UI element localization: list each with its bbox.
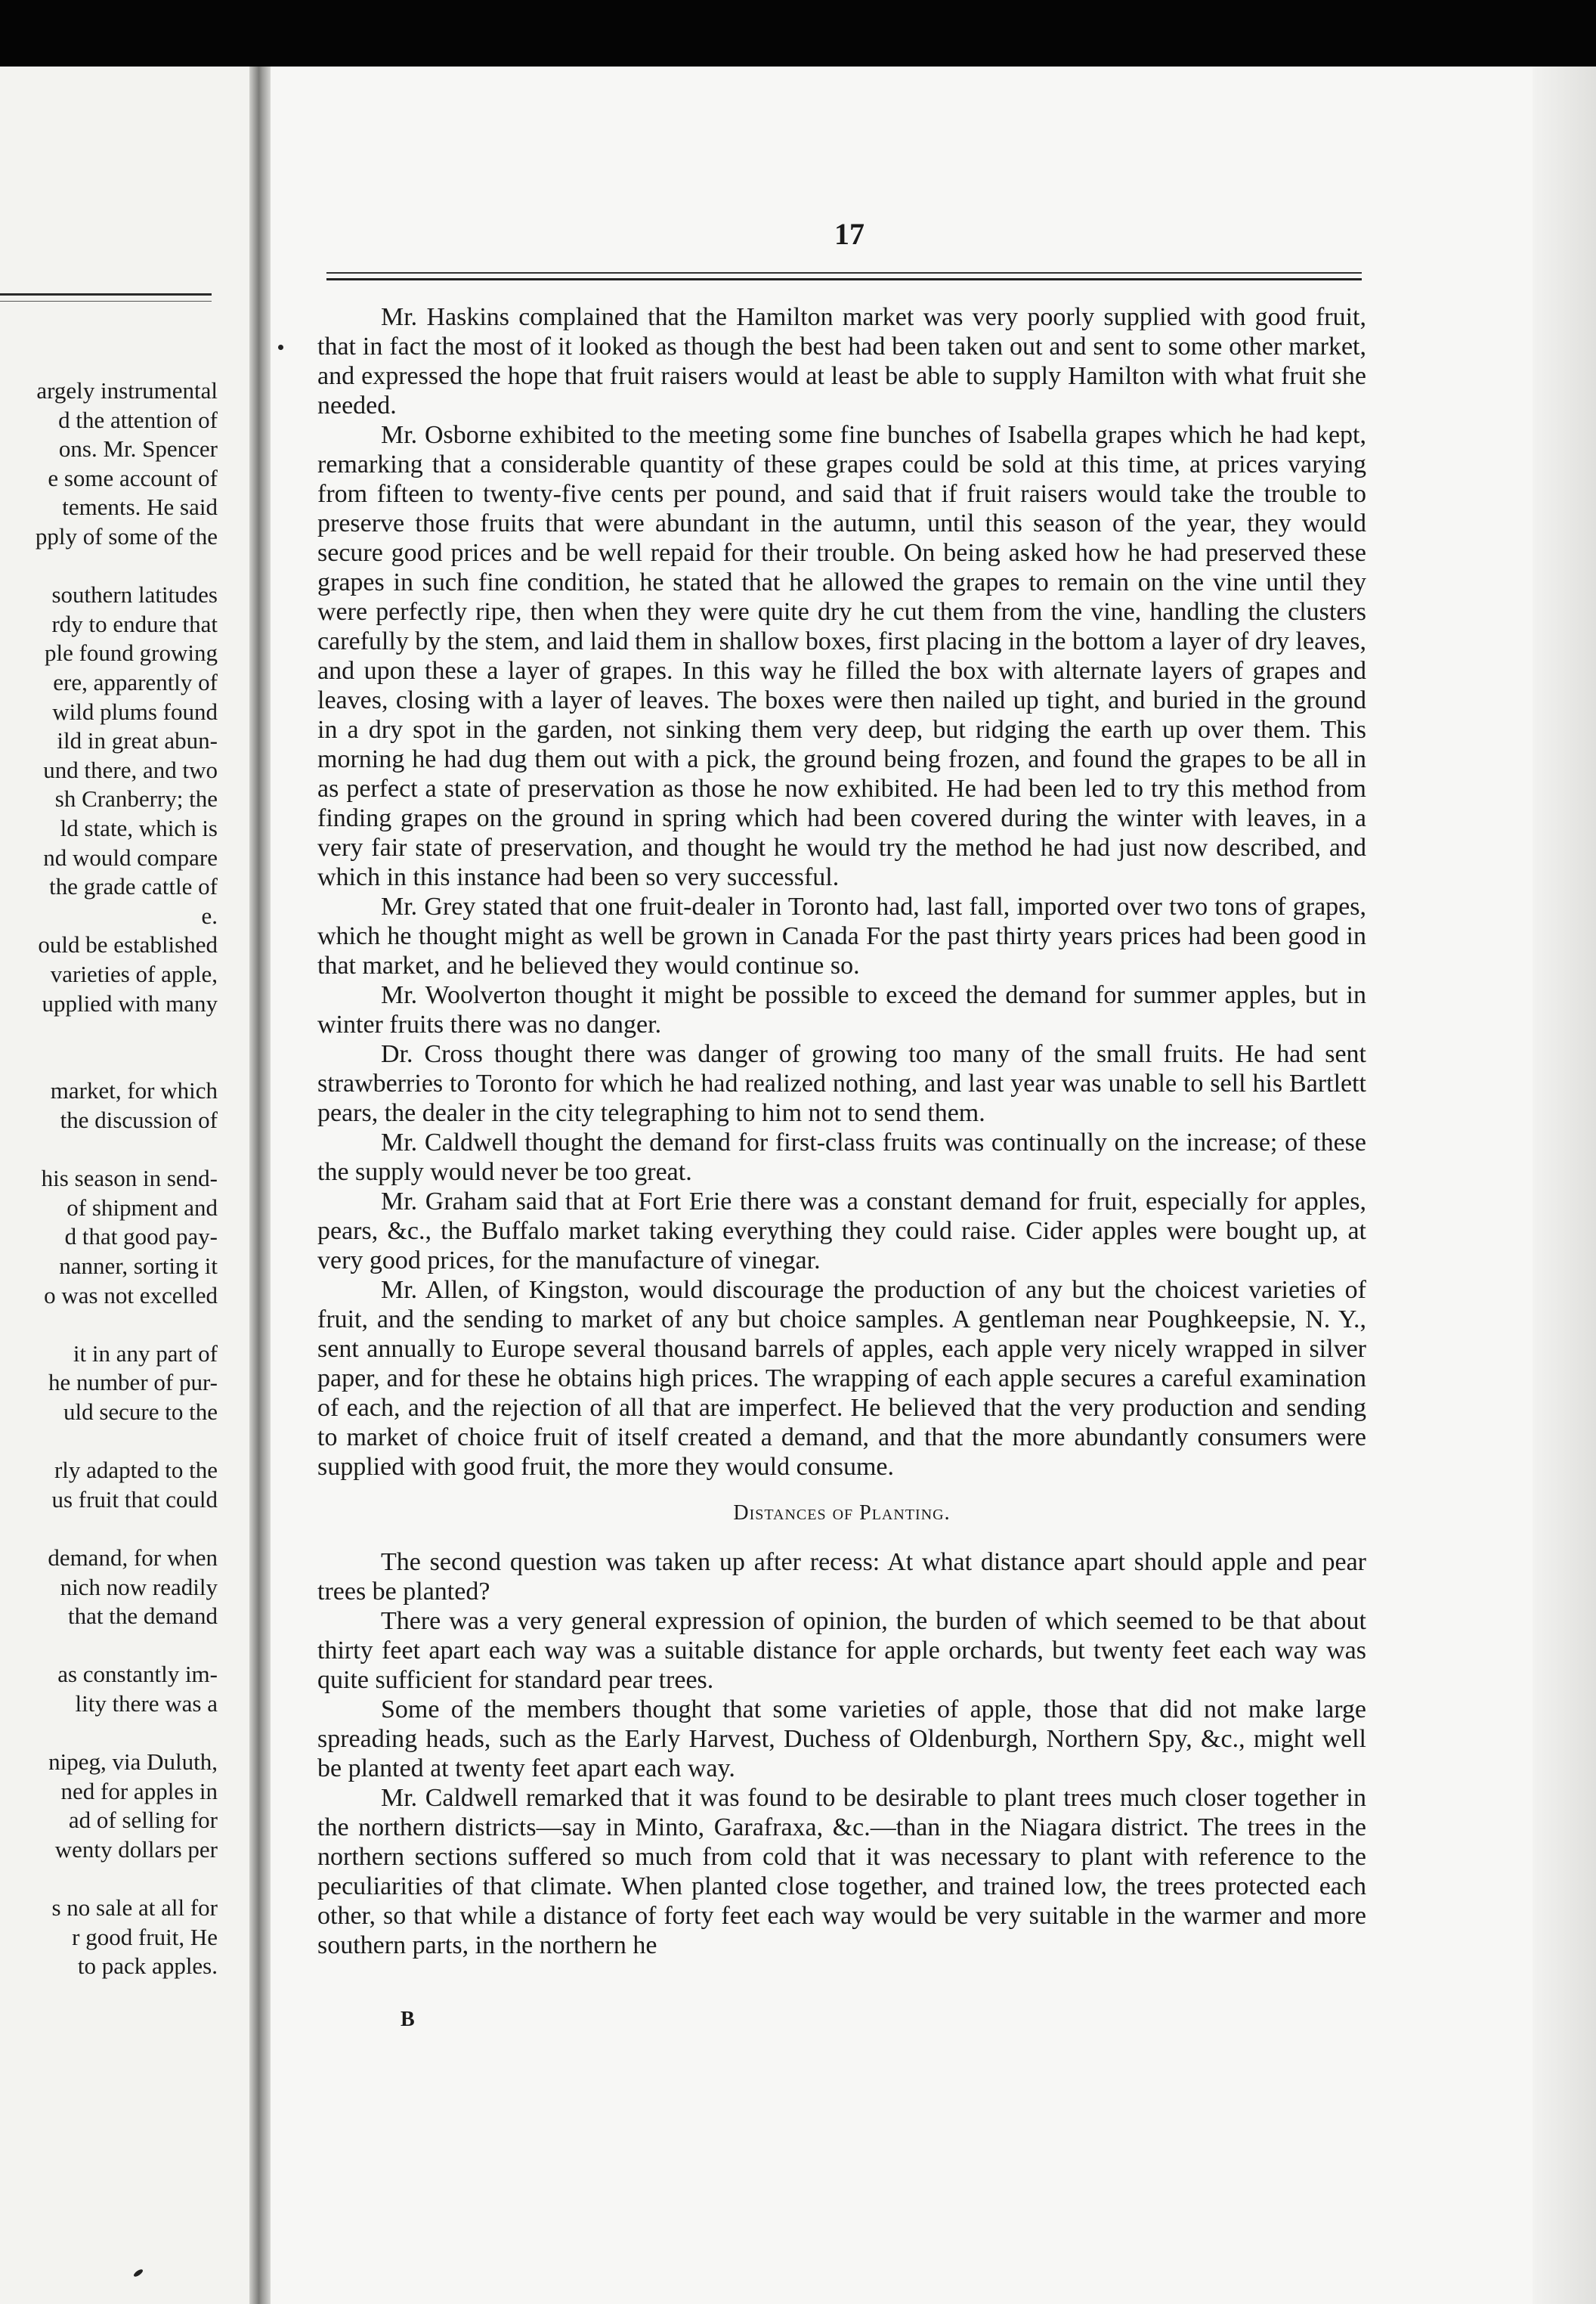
paragraph-grey: Mr. Grey stated that one fruit-dealer in Toronto had, last fall, imported over two tons of grapes, which he thought might as well be grown in Canada For the past thirty years prices had been good in that market, and he believed they would continue so. [317,893,1366,980]
left-page-line-fragment: sh Cranberry; the [54,785,218,813]
scanner-top-band [0,0,1596,67]
left-page-line-fragment: that the demand [68,1603,218,1630]
left-page-line-fragment: nd would compare [43,844,218,871]
left-page-line-fragment: market, for which [50,1077,218,1104]
left-page-line-fragment: nanner, sorting it [59,1253,218,1279]
left-page-line-fragment: und there, and two [43,756,218,783]
left-page-line-fragment: ould be established [38,931,218,958]
paragraph-varieties: Some of the members thought that some varieties of apple, those that did not make large spreading heads, such as the Early Harvest, Duchess of Oldenburgh, Northern Spy, &c., might well be planted at twenty feet apart each way. [317,1695,1366,1782]
paragraph-caldwell-demand: Mr. Caldwell thought the demand for first-class fruits was continually on the increase; of these the supply would never be too great. [317,1129,1366,1186]
paragraph-general-opinion: There was a very general expression of opinion, the burden of which seemed to be that about thirty feet apart each way was a suitable distance for apple orchards, but twenty feet each way was quite sufficient for standard pear trees. [317,1607,1366,1694]
left-page-line-fragment: lity there was a [75,1690,218,1717]
left-page-line-fragment: nipeg, via Duluth, [48,1748,218,1776]
left-page-header-rule [0,293,212,296]
left-page-line-fragment: wild plums found [52,698,218,725]
left-page-line-fragment: ere, apparently of [53,669,218,695]
page-edge-shadow [1533,67,1596,2304]
paragraph-haskins: Mr. Haskins complained that the Hamilton market was very poorly supplied with good fruit, that in fact the most of it looked as though the best had been taken out and sent to some other market, and expressed the hope that fruit raisers would at least be able to supply Hamilton with what fruit she needed. [317,303,1366,420]
left-page-line-fragment: rly adapted to the [54,1457,218,1484]
left-page-line-fragment: ple found growing [44,639,218,667]
scan-speck [278,345,283,350]
left-page-line-fragment: ld state, which is [60,815,218,841]
left-page-line-fragment: e some account of [48,464,218,491]
book-gutter [249,67,271,2304]
left-page-line-fragment: of shipment and [66,1194,218,1221]
left-page-line-fragment: to pack apples. [77,1953,218,1980]
page-number: 17 [834,217,865,251]
signature-mark: B [401,2008,415,2031]
section-heading: Distances of Planting. [733,1501,951,1525]
left-page-line-fragment: tements. He said [62,494,218,521]
left-page-line-fragment: wenty dollars per [54,1836,218,1863]
left-page-line-fragment: the grade cattle of [49,873,218,900]
left-page-line-fragment: southern latitudes [51,581,218,609]
left-page-line-fragment: demand, for when [48,1544,218,1571]
left-page-line-fragment: e. [201,902,218,929]
left-page-line-fragment: as constantly im- [57,1661,218,1688]
left-page-line-fragment: r good fruit, He [72,1923,218,1950]
left-page-line-fragment: it in any part of [73,1339,218,1367]
left-page-line-fragment: d that good pay- [64,1223,218,1250]
header-rule-thin [326,272,1362,274]
paragraph-cross: Dr. Cross thought there was danger of growing too many of the small fruits. He had sent strawberries to Toronto for which he had realized nothing, and last year was unable to sell his Bartlett pears, the dealer in the city telegraphing to him not to send them. [317,1040,1366,1127]
left-page-line-fragment: rdy to endure that [51,610,218,637]
left-page-line-fragment: his season in send- [41,1165,218,1192]
left-page-line-fragment: d the attention of [58,406,218,433]
left-page-line-fragment: us fruit that could [51,1485,218,1513]
left-page-line-fragment: pply of some of the [35,523,218,550]
left-page-line-fragment: ons. Mr. Spencer [58,435,218,463]
left-page-line-fragment: ned for apples in [60,1777,218,1804]
left-page-line-fragment: varieties of apple, [50,961,218,987]
left-page-line-fragment: the discussion of [60,1107,218,1133]
left-page-line-fragment: nich now readily [60,1573,218,1600]
left-page-line-fragment: he number of pur- [48,1369,218,1396]
left-page [0,67,249,2304]
left-page-line-fragment: o was not excelled [44,1281,218,1308]
paragraph-woolverton: Mr. Woolverton thought it might be possible to exceed the demand for summer apples, but in winter fruits there was no danger. [317,981,1366,1039]
page-body [317,302,1366,1960]
paragraph-caldwell-northern: Mr. Caldwell remarked that it was found to be desirable to plant trees much closer together in the northern districts—say in Minto, Garafraxa, &c.—than in the Niagara district. The trees in the northern sections suffered so much from cold that it was necessary to plant with reference to the peculiarities of that climate. When planted close together, and trained low, the trees protected each other, so that while a distance of forty feet each way would be very suitable in the warmer and more southern parts, in the northern he [317,1784,1366,1959]
left-page-line-fragment: argely instrumental [36,377,218,404]
header-rule-thick [326,278,1362,280]
left-page-line-fragment: ild in great abun- [57,727,218,754]
paragraph-second-question: The second question was taken up after recess: At what distance apart should apple and pear trees be planted? [317,1548,1366,1606]
left-page-line-fragment: ad of selling for [68,1807,218,1834]
left-page-line-fragment: uld secure to the [63,1398,218,1425]
paragraph-graham: Mr. Graham said that at Fort Erie there was a constant demand for fruit, especially for apples, pears, &c., the Buffalo market taking everything they could raise. Cider apples were bought up, at very good prices, for the manufacture of vinegar. [317,1188,1366,1274]
paragraph-allen: Mr. Allen, of Kingston, would discourage the production of any but the choicest varieties of fruit, and the sending to market of any but choice samples. A gentleman near Poughkeepsie, N. Y., sent annually to Europe several thousand barrels of apples, each apple very nicely wrapped in silver paper, and for these he obtains high prices. The wrapping of each apple secures a careful examination of each, and the rejection of all that are imperfect. He believed that the very production and sending to market of choice fruit of itself created a demand, and that the more abundantly consumers were supplied with good fruit, the more they would consume. [317,1276,1366,1481]
paragraph-osborne: Mr. Osborne exhibited to the meeting some fine bunches of Isabella grapes which he had kept, remarking that a considerable quantity of these grapes could be sold at this time, at prices varying from fifteen to twenty-five cents per pound, and said that if fruit raisers would take the trouble to preserve those fruits that were abundant in the autumn, until this season of the year, they would secure good prices and be well repaid for their trouble. On being asked how he had preserved these grapes in such fine condition, he stated that he allowed the grapes to remain on the vine until they were perfectly ripe, then when they were quite dry he cut them from the vine, handling the clusters carefully by the stem, and laid them in shallow boxes, first placing in the bottom a layer of dry leaves, and upon these a layer of grapes. In this way he filled the box with alternate layers of grapes and leaves, closing with a layer of leaves. The boxes were then nailed up tight, and buried in the ground in a dry spot in the garden, not sinking them very deep, but ridging the earth up over them. This morning he had dug them out with a pick, the ground being frozen, and found the grapes to be all in as perfect a state of preservation as those he now exhibited. He had been led to try this method from finding grapes on the ground in spring which had been covered during the winter with leaves, in a very fair state of preservation, and thought he would try the method he had just now described, and which in this instance had been so very successful. [317,421,1366,891]
left-page-header-rule-thin [0,301,212,302]
left-page-line-fragment: upplied with many [42,989,218,1017]
left-page-line-fragment: s no sale at all for [51,1894,218,1922]
